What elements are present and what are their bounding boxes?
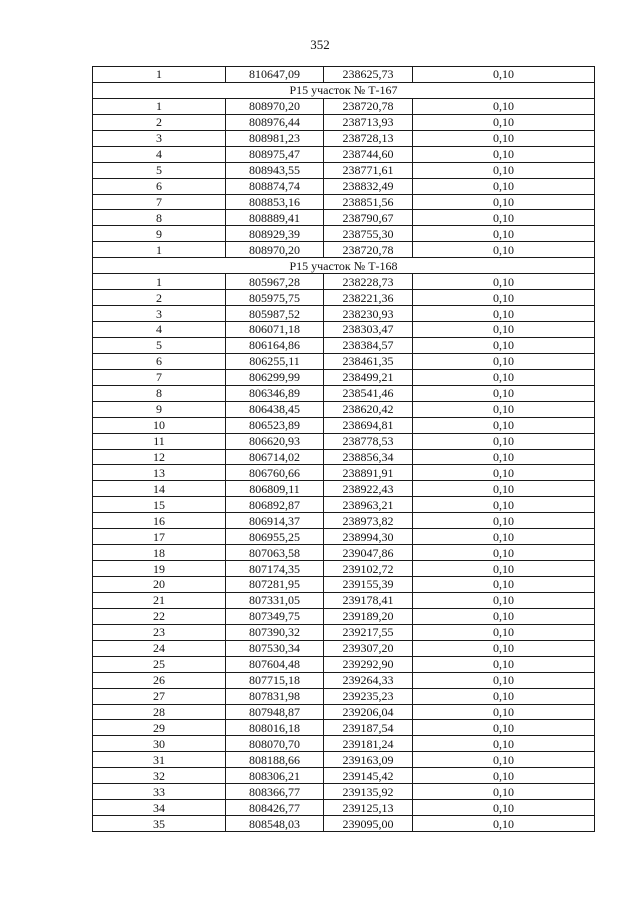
- accuracy-cell: 0,10: [413, 433, 595, 449]
- accuracy-cell: 0,10: [413, 608, 595, 624]
- y-coordinate-cell: 239178,41: [324, 592, 413, 608]
- accuracy-cell: 0,10: [413, 816, 595, 832]
- point-number-cell: 12: [93, 449, 226, 465]
- accuracy-cell: 0,10: [413, 290, 595, 306]
- x-coordinate-cell: 808889,41: [226, 210, 324, 226]
- x-coordinate-cell: 806346,89: [226, 385, 324, 401]
- table-row: [93, 98, 595, 114]
- point-number-cell: 32: [93, 768, 226, 784]
- x-coordinate-cell: 807063,58: [226, 545, 324, 561]
- x-coordinate-cell: 808306,21: [226, 768, 324, 784]
- x-coordinate-cell: 808070,70: [226, 736, 324, 752]
- accuracy-cell: 0,10: [413, 385, 595, 401]
- y-coordinate-cell: 239264,33: [324, 672, 413, 688]
- y-coordinate-cell: 239292,90: [324, 656, 413, 672]
- x-coordinate-cell: 806914,37: [226, 513, 324, 529]
- y-coordinate-cell: 239095,00: [324, 816, 413, 832]
- point-number-cell: 22: [93, 608, 226, 624]
- x-coordinate-cell: 806809,11: [226, 481, 324, 497]
- accuracy-cell: 0,10: [413, 98, 595, 114]
- point-number-cell: 6: [93, 178, 226, 194]
- accuracy-cell: 0,10: [413, 353, 595, 369]
- point-number-cell: 9: [93, 226, 226, 242]
- table-row: [93, 274, 595, 290]
- accuracy-cell: 0,10: [413, 656, 595, 672]
- y-coordinate-cell: 238851,56: [324, 194, 413, 210]
- accuracy-cell: 0,10: [413, 577, 595, 593]
- x-coordinate-cell: 806620,93: [226, 433, 324, 449]
- table-row: [93, 178, 595, 194]
- x-coordinate-cell: 808426,77: [226, 800, 324, 816]
- x-coordinate-cell: 808970,20: [226, 98, 324, 114]
- coordinates-table-body: [93, 67, 595, 832]
- accuracy-cell: 0,10: [413, 624, 595, 640]
- accuracy-cell: 0,10: [413, 162, 595, 178]
- accuracy-cell: 0,10: [413, 561, 595, 577]
- accuracy-cell: 0,10: [413, 768, 595, 784]
- accuracy-cell: 0,10: [413, 114, 595, 130]
- x-coordinate-cell: 806892,87: [226, 497, 324, 513]
- point-number-cell: 33: [93, 784, 226, 800]
- y-coordinate-cell: 238994,30: [324, 529, 413, 545]
- point-number-cell: 35: [93, 816, 226, 832]
- x-coordinate-cell: 805987,52: [226, 306, 324, 322]
- point-number-cell: 27: [93, 688, 226, 704]
- accuracy-cell: 0,10: [413, 417, 595, 433]
- y-coordinate-cell: 238230,93: [324, 306, 413, 322]
- accuracy-cell: 0,10: [413, 210, 595, 226]
- point-number-cell: 21: [93, 592, 226, 608]
- x-coordinate-cell: 808975,47: [226, 146, 324, 162]
- x-coordinate-cell: 806523,89: [226, 417, 324, 433]
- y-coordinate-cell: 238384,57: [324, 337, 413, 353]
- y-coordinate-cell: 239047,86: [324, 545, 413, 561]
- point-number-cell: 34: [93, 800, 226, 816]
- accuracy-cell: 0,10: [413, 800, 595, 816]
- accuracy-cell: 0,10: [413, 449, 595, 465]
- table-row: [93, 545, 595, 561]
- table-row: [93, 784, 595, 800]
- x-coordinate-cell: 807948,87: [226, 704, 324, 720]
- accuracy-cell: 0,10: [413, 465, 595, 481]
- point-number-cell: 29: [93, 720, 226, 736]
- table-row: [93, 529, 595, 545]
- accuracy-cell: 0,10: [413, 529, 595, 545]
- accuracy-cell: 0,10: [413, 369, 595, 385]
- y-coordinate-cell: 238499,21: [324, 369, 413, 385]
- accuracy-cell: 0,10: [413, 306, 595, 322]
- point-number-cell: 28: [93, 704, 226, 720]
- y-coordinate-cell: 239187,54: [324, 720, 413, 736]
- table-row: [93, 513, 595, 529]
- point-number-cell: 8: [93, 385, 226, 401]
- point-number-cell: 2: [93, 290, 226, 306]
- y-coordinate-cell: 238303,47: [324, 322, 413, 338]
- table-row: [93, 608, 595, 624]
- x-coordinate-cell: 808976,44: [226, 114, 324, 130]
- accuracy-cell: 0,10: [413, 226, 595, 242]
- table-row: [93, 720, 595, 736]
- table-row: [93, 736, 595, 752]
- accuracy-cell: 0,10: [413, 146, 595, 162]
- section-title: Р15 участок № Т-167: [93, 82, 595, 98]
- x-coordinate-cell: 807349,75: [226, 608, 324, 624]
- y-coordinate-cell: 238541,46: [324, 385, 413, 401]
- x-coordinate-cell: 807715,18: [226, 672, 324, 688]
- y-coordinate-cell: 239307,20: [324, 640, 413, 656]
- x-coordinate-cell: 807281,95: [226, 577, 324, 593]
- y-coordinate-cell: 238221,36: [324, 290, 413, 306]
- table-row: [93, 114, 595, 130]
- y-coordinate-cell: 239163,09: [324, 752, 413, 768]
- table-row: [93, 816, 595, 832]
- page-number: 352: [310, 37, 330, 52]
- point-number-cell: 15: [93, 497, 226, 513]
- point-number-cell: 7: [93, 194, 226, 210]
- accuracy-cell: 0,10: [413, 752, 595, 768]
- accuracy-cell: 0,10: [413, 337, 595, 353]
- accuracy-cell: 0,10: [413, 481, 595, 497]
- x-coordinate-cell: 808929,39: [226, 226, 324, 242]
- accuracy-cell: 0,10: [413, 513, 595, 529]
- y-coordinate-cell: 238461,35: [324, 353, 413, 369]
- x-coordinate-cell: 806071,18: [226, 322, 324, 338]
- accuracy-cell: 0,10: [413, 672, 595, 688]
- x-coordinate-cell: 806299,99: [226, 369, 324, 385]
- accuracy-cell: 0,10: [413, 194, 595, 210]
- x-coordinate-cell: 806955,25: [226, 529, 324, 545]
- point-number-cell: 18: [93, 545, 226, 561]
- table-row: [93, 130, 595, 146]
- table-row: [93, 752, 595, 768]
- y-coordinate-cell: 238713,93: [324, 114, 413, 130]
- x-coordinate-cell: 808970,20: [226, 242, 324, 258]
- y-coordinate-cell: 238778,53: [324, 433, 413, 449]
- y-coordinate-cell: 238963,21: [324, 497, 413, 513]
- table-row: [93, 465, 595, 481]
- y-coordinate-cell: 238856,34: [324, 449, 413, 465]
- table-row: [93, 768, 595, 784]
- point-number-cell: 11: [93, 433, 226, 449]
- y-coordinate-cell: 239181,24: [324, 736, 413, 752]
- table-row: [93, 337, 595, 353]
- x-coordinate-cell: 807390,32: [226, 624, 324, 640]
- table-row: [93, 385, 595, 401]
- table-row: [93, 561, 595, 577]
- table-row: [93, 672, 595, 688]
- y-coordinate-cell: 239145,42: [324, 768, 413, 784]
- table-row: [93, 688, 595, 704]
- table-row: [93, 433, 595, 449]
- point-number-cell: 13: [93, 465, 226, 481]
- point-number-cell: 19: [93, 561, 226, 577]
- accuracy-cell: 0,10: [413, 497, 595, 513]
- y-coordinate-cell: 239235,23: [324, 688, 413, 704]
- accuracy-cell: 0,10: [413, 704, 595, 720]
- y-coordinate-cell: 238720,78: [324, 98, 413, 114]
- point-number-cell: 7: [93, 369, 226, 385]
- y-coordinate-cell: 238832,49: [324, 178, 413, 194]
- table-row: [93, 226, 595, 242]
- table-row: [93, 67, 595, 83]
- x-coordinate-cell: 807604,48: [226, 656, 324, 672]
- table-row: [93, 322, 595, 338]
- point-number-cell: 17: [93, 529, 226, 545]
- accuracy-cell: 0,10: [413, 720, 595, 736]
- table-row: [93, 481, 595, 497]
- y-coordinate-cell: 238625,73: [324, 67, 413, 83]
- table-row: [93, 449, 595, 465]
- x-coordinate-cell: 807831,98: [226, 688, 324, 704]
- point-number-cell: 2: [93, 114, 226, 130]
- accuracy-cell: 0,10: [413, 178, 595, 194]
- y-coordinate-cell: 239135,92: [324, 784, 413, 800]
- y-coordinate-cell: 238620,42: [324, 401, 413, 417]
- table-row: [93, 194, 595, 210]
- accuracy-cell: 0,10: [413, 322, 595, 338]
- point-number-cell: 9: [93, 401, 226, 417]
- x-coordinate-cell: 806164,86: [226, 337, 324, 353]
- x-coordinate-cell: 806438,45: [226, 401, 324, 417]
- table-row: [93, 242, 595, 258]
- accuracy-cell: 0,10: [413, 640, 595, 656]
- table-row: [93, 306, 595, 322]
- y-coordinate-cell: 238720,78: [324, 242, 413, 258]
- y-coordinate-cell: 238973,82: [324, 513, 413, 529]
- point-number-cell: 4: [93, 146, 226, 162]
- y-coordinate-cell: 238694,81: [324, 417, 413, 433]
- y-coordinate-cell: 239102,72: [324, 561, 413, 577]
- y-coordinate-cell: 239155,39: [324, 577, 413, 593]
- x-coordinate-cell: 808016,18: [226, 720, 324, 736]
- y-coordinate-cell: 238891,91: [324, 465, 413, 481]
- y-coordinate-cell: 238790,67: [324, 210, 413, 226]
- accuracy-cell: 0,10: [413, 592, 595, 608]
- accuracy-cell: 0,10: [413, 736, 595, 752]
- point-number-cell: 5: [93, 162, 226, 178]
- table-row: [93, 146, 595, 162]
- table-row: [93, 640, 595, 656]
- x-coordinate-cell: 807331,05: [226, 592, 324, 608]
- x-coordinate-cell: 808981,23: [226, 130, 324, 146]
- accuracy-cell: 0,10: [413, 688, 595, 704]
- table-row: [93, 577, 595, 593]
- y-coordinate-cell: 238755,30: [324, 226, 413, 242]
- table-row: [93, 210, 595, 226]
- y-coordinate-cell: 238771,61: [324, 162, 413, 178]
- point-number-cell: 30: [93, 736, 226, 752]
- table-row: [93, 624, 595, 640]
- table-row: [93, 401, 595, 417]
- point-number-cell: 1: [93, 274, 226, 290]
- point-number-cell: 3: [93, 130, 226, 146]
- accuracy-cell: 0,10: [413, 784, 595, 800]
- table-row: [93, 162, 595, 178]
- accuracy-cell: 0,10: [413, 67, 595, 83]
- x-coordinate-cell: 806255,11: [226, 353, 324, 369]
- coordinates-table: [92, 66, 595, 832]
- point-number-cell: 14: [93, 481, 226, 497]
- point-number-cell: 31: [93, 752, 226, 768]
- x-coordinate-cell: 810647,09: [226, 67, 324, 83]
- y-coordinate-cell: 239125,13: [324, 800, 413, 816]
- y-coordinate-cell: 239217,55: [324, 624, 413, 640]
- x-coordinate-cell: 808853,16: [226, 194, 324, 210]
- x-coordinate-cell: 805967,28: [226, 274, 324, 290]
- accuracy-cell: 0,10: [413, 130, 595, 146]
- y-coordinate-cell: 239189,20: [324, 608, 413, 624]
- y-coordinate-cell: 238228,73: [324, 274, 413, 290]
- point-number-cell: 23: [93, 624, 226, 640]
- y-coordinate-cell: 238922,43: [324, 481, 413, 497]
- table-row: [93, 592, 595, 608]
- accuracy-cell: 0,10: [413, 401, 595, 417]
- section-header-row: [93, 258, 595, 274]
- point-number-cell: 5: [93, 337, 226, 353]
- y-coordinate-cell: 238728,13: [324, 130, 413, 146]
- point-number-cell: 4: [93, 322, 226, 338]
- accuracy-cell: 0,10: [413, 545, 595, 561]
- section-header-row: [93, 82, 595, 98]
- x-coordinate-cell: 808548,03: [226, 816, 324, 832]
- point-number-cell: 25: [93, 656, 226, 672]
- table-row: [93, 704, 595, 720]
- y-coordinate-cell: 238744,60: [324, 146, 413, 162]
- table-row: [93, 369, 595, 385]
- x-coordinate-cell: 807174,35: [226, 561, 324, 577]
- y-coordinate-cell: 239206,04: [324, 704, 413, 720]
- point-number-cell: 1: [93, 98, 226, 114]
- table-row: [93, 417, 595, 433]
- table-row: [93, 800, 595, 816]
- point-number-cell: 6: [93, 353, 226, 369]
- point-number-cell: 16: [93, 513, 226, 529]
- x-coordinate-cell: 808366,77: [226, 784, 324, 800]
- x-coordinate-cell: 806714,02: [226, 449, 324, 465]
- point-number-cell: 1: [93, 242, 226, 258]
- point-number-cell: 3: [93, 306, 226, 322]
- table-row: [93, 290, 595, 306]
- x-coordinate-cell: 807530,34: [226, 640, 324, 656]
- x-coordinate-cell: 808188,66: [226, 752, 324, 768]
- x-coordinate-cell: 805975,75: [226, 290, 324, 306]
- x-coordinate-cell: 806760,66: [226, 465, 324, 481]
- accuracy-cell: 0,10: [413, 274, 595, 290]
- point-number-cell: 20: [93, 577, 226, 593]
- table-row: [93, 656, 595, 672]
- accuracy-cell: 0,10: [413, 242, 595, 258]
- point-number-cell: 10: [93, 417, 226, 433]
- x-coordinate-cell: 808943,55: [226, 162, 324, 178]
- point-number-cell: 8: [93, 210, 226, 226]
- x-coordinate-cell: 808874,74: [226, 178, 324, 194]
- table-row: [93, 353, 595, 369]
- point-number-cell: 1: [93, 67, 226, 83]
- section-title: Р15 участок № Т-168: [93, 258, 595, 274]
- point-number-cell: 24: [93, 640, 226, 656]
- table-row: [93, 497, 595, 513]
- point-number-cell: 26: [93, 672, 226, 688]
